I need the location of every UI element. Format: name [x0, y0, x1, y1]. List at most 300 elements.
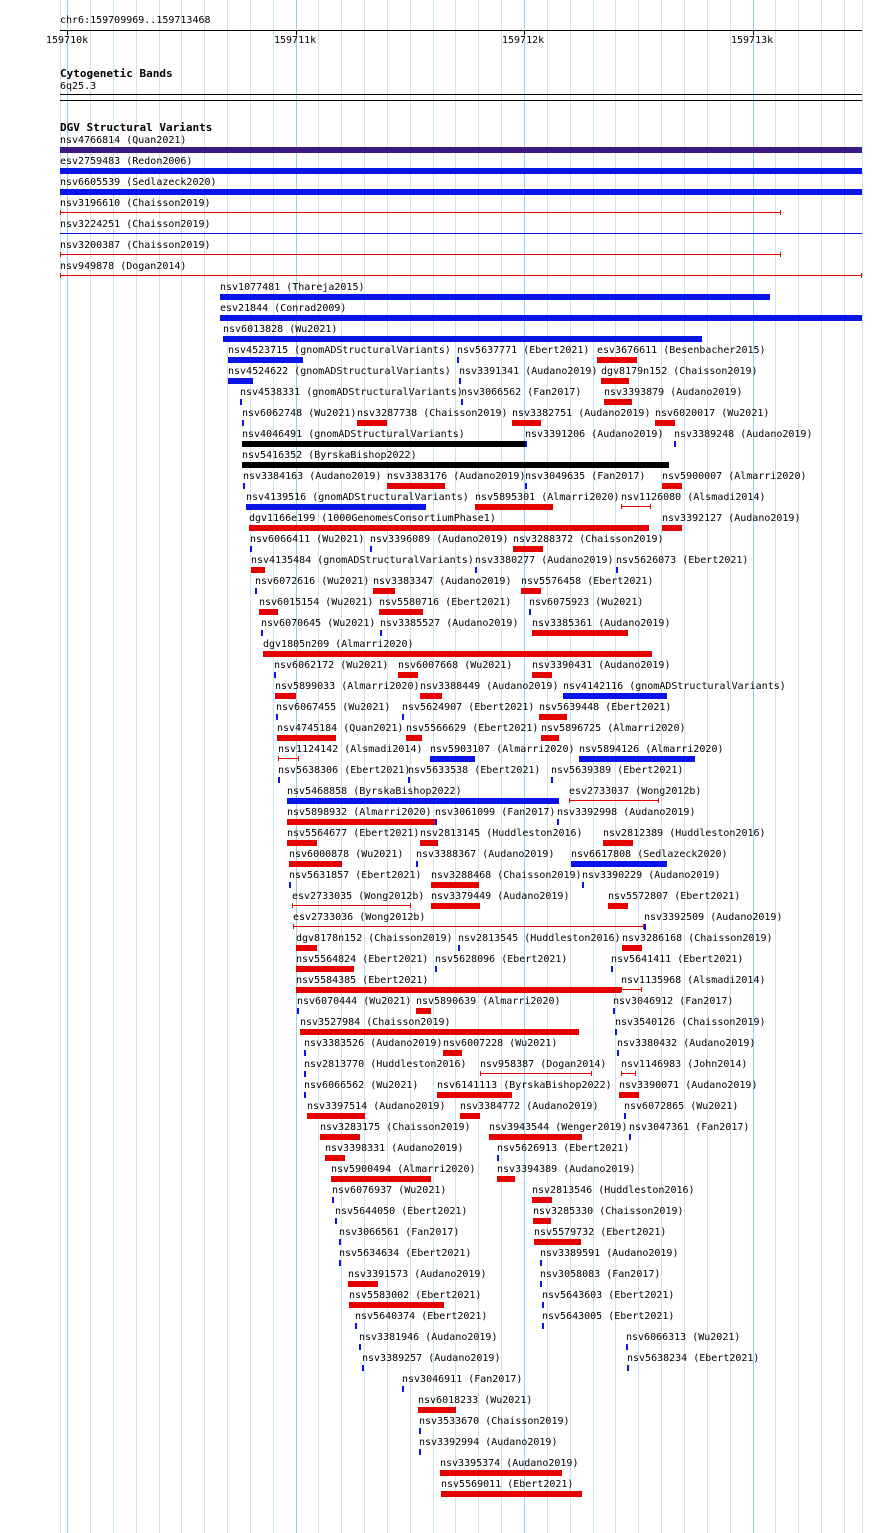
sv-feature-label[interactable]: nsv5631857 (Ebert2021) [289, 870, 422, 881]
sv-feature-bar[interactable] [621, 506, 651, 507]
sv-feature-bar[interactable] [304, 1071, 306, 1077]
sv-feature-label[interactable]: nsv3049635 (Fan2017) [525, 471, 646, 482]
sv-feature-bar[interactable] [320, 1134, 360, 1140]
sv-feature-label[interactable]: nsv1146983 (John2014) [621, 1059, 748, 1070]
sv-feature-label[interactable]: nsv6067455 (Wu2021) [276, 702, 391, 713]
sv-feature-label[interactable]: nsv5900494 (Almarri2020) [331, 1164, 476, 1175]
sv-feature-label[interactable]: esv2759483 (Redon2006) [60, 156, 193, 167]
sv-feature-bar[interactable] [460, 1113, 480, 1119]
sv-feature-label[interactable]: nsv5468858 (ByrskaBishop2022) [287, 786, 462, 797]
sv-feature-bar[interactable] [551, 777, 553, 783]
sv-feature-label[interactable]: nsv4046491 (gnomADStructuralVariants) [242, 429, 465, 440]
sv-feature-label[interactable]: nsv6018233 (Wu2021) [418, 1395, 533, 1406]
sv-feature-bar[interactable] [251, 567, 265, 573]
sv-feature-bar[interactable] [398, 672, 418, 678]
sv-feature-bar[interactable] [539, 714, 567, 720]
sv-feature-label[interactable]: nsv3390229 (Audano2019) [582, 870, 721, 881]
sv-feature-bar[interactable] [275, 693, 296, 699]
sv-feature-label[interactable]: nsv4745184 (Quan2021) [277, 723, 404, 734]
sv-feature-bar[interactable] [60, 168, 862, 174]
sv-feature-label[interactable]: nsv3389248 (Audano2019) [674, 429, 813, 440]
sv-feature-label[interactable]: nsv6015154 (Wu2021) [259, 597, 374, 608]
sv-feature-bar[interactable] [621, 989, 642, 990]
sv-feature-bar[interactable] [287, 798, 559, 804]
sv-feature-label[interactable]: dgv1805n209 (Almarri2020) [263, 639, 414, 650]
sv-feature-bar[interactable] [604, 399, 632, 405]
sv-feature-bar[interactable] [441, 1491, 582, 1497]
sv-feature-bar[interactable] [613, 1008, 615, 1014]
sv-feature-bar[interactable] [619, 1092, 639, 1098]
sv-feature-label[interactable]: nsv5643603 (Ebert2021) [542, 1290, 675, 1301]
sv-feature-label[interactable]: nsv3061099 (Fan2017) [435, 807, 556, 818]
sv-feature-bar[interactable] [243, 483, 245, 489]
sv-feature-bar[interactable] [662, 525, 682, 531]
sv-feature-label[interactable]: esv2733037 (Wong2012b) [569, 786, 702, 797]
sv-feature-bar[interactable] [601, 378, 629, 384]
sv-feature-label[interactable]: nsv958387 (Dogan2014) [480, 1059, 607, 1070]
sv-feature-bar[interactable] [431, 882, 479, 888]
sv-feature-label[interactable]: nsv6066313 (Wu2021) [626, 1332, 741, 1343]
sv-feature-label[interactable]: nsv3288372 (Chaisson2019) [513, 534, 664, 545]
ruler-axis [60, 30, 862, 31]
sv-feature-label[interactable]: nsv3391206 (Audano2019) [525, 429, 664, 440]
sv-feature-label[interactable]: nsv1135968 (Alsmadi2014) [621, 975, 766, 986]
sv-feature-bar[interactable] [419, 1428, 421, 1434]
sv-feature-bar[interactable] [300, 1029, 579, 1035]
sv-feature-bar[interactable] [373, 588, 395, 594]
sv-feature-label[interactable]: nsv3058083 (Fan2017) [540, 1269, 661, 1280]
sv-feature-label[interactable]: nsv4538331 (gnomADStructuralVariants) [240, 387, 463, 398]
sv-feature-bar[interactable] [615, 1029, 617, 1035]
sv-feature-bar[interactable] [627, 1365, 629, 1371]
sv-feature-bar[interactable] [289, 861, 342, 867]
sv-feature-bar[interactable] [246, 504, 426, 510]
sv-feature-bar[interactable] [293, 926, 644, 927]
sv-feature-bar[interactable] [416, 861, 418, 867]
sv-feature-bar[interactable] [458, 945, 460, 951]
sv-feature-bar[interactable] [263, 651, 652, 657]
sv-feature-bar[interactable] [242, 462, 669, 468]
sv-feature-bar[interactable] [626, 1344, 628, 1350]
sv-feature-label[interactable]: nsv1124142 (Alsmadi2014) [278, 744, 423, 755]
sv-feature-bar[interactable] [430, 756, 475, 762]
sv-feature-label[interactable]: nsv3392509 (Audano2019) [644, 912, 783, 923]
sv-feature-label[interactable]: nsv6066411 (Wu2021) [250, 534, 365, 545]
sv-feature-label[interactable]: nsv3392994 (Audano2019) [419, 1437, 558, 1448]
sv-feature-label[interactable]: nsv3389257 (Audano2019) [362, 1353, 501, 1364]
sv-feature-label[interactable]: nsv6141113 (ByrskaBishop2022) [437, 1080, 612, 1091]
sv-feature-label[interactable]: nsv5580716 (Ebert2021) [379, 597, 512, 608]
sv-feature-label[interactable]: nsv3288468 (Chaisson2019) [431, 870, 582, 881]
sv-feature-bar[interactable] [644, 924, 646, 930]
sv-feature-label[interactable]: nsv6062172 (Wu2021) [274, 660, 389, 671]
sv-feature-bar[interactable] [540, 1260, 542, 1266]
sv-feature-bar[interactable] [380, 630, 382, 636]
sv-feature-label[interactable]: nsv3383347 (Audano2019) [373, 576, 512, 587]
sv-feature-label[interactable]: esv21844 (Conrad2009) [220, 303, 347, 314]
sv-feature-bar[interactable] [287, 819, 437, 825]
sv-feature-label[interactable]: nsv3200387 (Chaisson2019) [60, 240, 211, 251]
sv-feature-bar[interactable] [250, 546, 252, 552]
sv-feature-label[interactable]: nsv1077481 (Thareja2015) [220, 282, 365, 293]
sv-feature-label[interactable]: nsv6070645 (Wu2021) [261, 618, 376, 629]
sv-feature-bar[interactable] [416, 1008, 431, 1014]
dgv-track-title[interactable]: DGV Structural Variants [60, 121, 213, 134]
sv-feature-label[interactable]: nsv5898932 (Almarri2020) [287, 807, 432, 818]
sv-feature-label[interactable]: nsv5639448 (Ebert2021) [539, 702, 672, 713]
sv-feature-bar[interactable] [242, 420, 244, 426]
sv-feature-label[interactable]: nsv3046912 (Fan2017) [613, 996, 734, 1007]
sv-feature-bar[interactable] [542, 1302, 544, 1308]
sv-feature-bar[interactable] [534, 1239, 581, 1245]
sv-feature-label[interactable]: nsv3391573 (Audano2019) [348, 1269, 487, 1280]
sv-feature-bar[interactable] [459, 378, 461, 384]
sv-feature-label[interactable]: nsv2813545 (Huddleston2016) [458, 933, 621, 944]
sv-feature-bar[interactable] [240, 399, 242, 405]
cytoband-bar-bottom [60, 100, 862, 101]
sv-feature-bar[interactable] [431, 903, 480, 909]
sv-feature-bar[interactable] [242, 441, 525, 447]
sv-feature-bar[interactable] [662, 483, 682, 489]
sv-feature-label[interactable]: nsv4766814 (Quan2021) [60, 135, 187, 146]
sv-feature-label[interactable]: nsv3287738 (Chaisson2019) [357, 408, 508, 419]
sv-feature-label[interactable]: nsv5626073 (Ebert2021) [616, 555, 749, 566]
sv-feature-bar[interactable] [419, 1449, 421, 1455]
sv-feature-label[interactable]: nsv5896725 (Almarri2020) [541, 723, 686, 734]
sv-feature-label[interactable]: nsv3385527 (Audano2019) [380, 618, 519, 629]
sv-feature-label[interactable]: nsv3392127 (Audano2019) [662, 513, 801, 524]
sv-feature-bar[interactable] [276, 714, 278, 720]
sv-feature-bar[interactable] [418, 1407, 456, 1413]
sv-feature-label[interactable]: nsv3390071 (Audano2019) [619, 1080, 758, 1091]
sv-feature-bar[interactable] [480, 1073, 592, 1074]
sv-feature-bar[interactable] [60, 233, 862, 234]
sv-feature-label[interactable]: nsv949878 (Dogan2014) [60, 261, 187, 272]
sv-feature-bar[interactable] [278, 777, 280, 783]
sv-feature-label[interactable]: nsv6000878 (Wu2021) [289, 849, 404, 860]
sv-feature-bar[interactable] [579, 756, 695, 762]
sv-feature-bar[interactable] [582, 882, 584, 888]
sv-feature-bar[interactable] [435, 819, 437, 825]
sv-feature-bar[interactable] [296, 966, 354, 972]
sv-feature-bar[interactable] [261, 630, 263, 636]
sv-feature-bar[interactable] [339, 1260, 341, 1266]
sv-feature-label[interactable]: nsv3380432 (Audano2019) [617, 1038, 756, 1049]
sv-feature-bar[interactable] [331, 1176, 431, 1182]
sv-feature-bar[interactable] [357, 420, 387, 426]
sv-feature-bar[interactable] [406, 735, 422, 741]
sv-feature-bar[interactable] [339, 1239, 341, 1245]
sv-feature-bar[interactable] [60, 189, 862, 195]
sv-feature-label[interactable]: nsv4523715 (gnomADStructuralVariants) [228, 345, 451, 356]
sv-feature-bar[interactable] [335, 1218, 337, 1224]
sv-feature-bar[interactable] [249, 525, 649, 531]
sv-feature-bar[interactable] [60, 147, 862, 153]
sv-feature-label[interactable]: nsv5641411 (Ebert2021) [611, 954, 744, 965]
sv-feature-label[interactable]: nsv6617808 (Sedlazeck2020) [571, 849, 728, 860]
sv-feature-label[interactable]: nsv5569011 (Ebert2021) [441, 1479, 574, 1490]
sv-feature-bar[interactable] [457, 357, 459, 363]
sv-feature-label[interactable]: nsv6072865 (Wu2021) [624, 1101, 739, 1112]
sv-feature-bar[interactable] [379, 609, 423, 615]
sv-feature-bar[interactable] [297, 1008, 299, 1014]
sv-feature-bar[interactable] [259, 609, 278, 615]
sv-feature-label[interactable]: nsv3379449 (Audano2019) [431, 891, 570, 902]
sv-feature-bar[interactable] [278, 758, 299, 759]
sv-feature-label[interactable]: nsv3388449 (Audano2019) [420, 681, 559, 692]
sv-feature-label[interactable]: nsv6076937 (Wu2021) [332, 1185, 447, 1196]
sv-feature-label[interactable]: nsv3393879 (Audano2019) [604, 387, 743, 398]
sv-feature-bar[interactable] [296, 987, 621, 993]
sv-feature-bar[interactable] [435, 966, 437, 972]
sv-feature-bar[interactable] [220, 315, 862, 321]
cytoband-label: 6q25.3 [60, 81, 97, 92]
sv-feature-label[interactable]: nsv5638306 (Ebert2021) [278, 765, 411, 776]
sv-feature-label[interactable]: nsv3527984 (Chaisson2019) [300, 1017, 451, 1028]
sv-feature-bar[interactable] [532, 630, 628, 636]
sv-feature-bar[interactable] [532, 1197, 552, 1203]
sv-feature-bar[interactable] [489, 1134, 582, 1140]
sv-feature-label[interactable]: nsv5633538 (Ebert2021) [408, 765, 541, 776]
sv-feature-label[interactable]: nsv3383176 (Audano2019) [387, 471, 526, 482]
sv-feature-bar[interactable] [563, 693, 667, 699]
sv-feature-bar[interactable] [402, 714, 404, 720]
sv-feature-label[interactable]: nsv3285330 (Chaisson2019) [533, 1206, 684, 1217]
sv-feature-bar[interactable] [220, 294, 770, 300]
sv-feature-label[interactable]: nsv5637771 (Ebert2021) [457, 345, 590, 356]
sv-feature-label[interactable]: nsv3283175 (Chaisson2019) [320, 1122, 471, 1133]
sv-feature-label[interactable]: nsv5890639 (Almarri2020) [416, 996, 561, 1007]
sv-feature-label[interactable]: nsv3380277 (Audano2019) [475, 555, 614, 566]
sv-feature-label[interactable]: nsv1126080 (Alsmadi2014) [621, 492, 766, 503]
sv-feature-label[interactable]: nsv3224251 (Chaisson2019) [60, 219, 211, 230]
sv-feature-label[interactable]: nsv3066561 (Fan2017) [339, 1227, 460, 1238]
sv-feature-bar[interactable] [402, 1386, 404, 1392]
sv-feature-label[interactable]: nsv3388367 (Audano2019) [416, 849, 555, 860]
sv-feature-label[interactable]: nsv5643005 (Ebert2021) [542, 1311, 675, 1322]
sv-feature-label[interactable]: nsv5644050 (Ebert2021) [335, 1206, 468, 1217]
sv-feature-bar[interactable] [228, 378, 253, 384]
sv-feature-bar[interactable] [557, 819, 559, 825]
sv-feature-label[interactable]: esv2733036 (Wong2012b) [293, 912, 426, 923]
sv-feature-label[interactable]: nsv6020017 (Wu2021) [655, 408, 770, 419]
sv-feature-bar[interactable] [325, 1155, 345, 1161]
sv-feature-bar[interactable] [603, 840, 633, 846]
sv-feature-bar[interactable] [277, 735, 336, 741]
sv-feature-label[interactable]: nsv5583002 (Ebert2021) [349, 1290, 482, 1301]
sv-feature-bar[interactable] [541, 735, 559, 741]
sv-feature-label[interactable]: nsv3046911 (Fan2017) [402, 1374, 523, 1385]
sv-feature-label[interactable]: nsv5903107 (Almarri2020) [430, 744, 575, 755]
sv-feature-label[interactable]: nsv4524622 (gnomADStructuralVariants) [228, 366, 451, 377]
sv-feature-label[interactable]: nsv5584385 (Ebert2021) [296, 975, 429, 986]
sv-feature-bar[interactable] [287, 840, 317, 846]
sv-feature-label[interactable]: nsv5894126 (Almarri2020) [579, 744, 724, 755]
sv-feature-bar[interactable] [60, 254, 781, 255]
sv-feature-bar[interactable] [622, 945, 642, 951]
sv-feature-bar[interactable] [629, 1134, 631, 1140]
sv-feature-bar[interactable] [408, 777, 410, 783]
sv-feature-label[interactable]: nsv3533670 (Chaisson2019) [419, 1416, 570, 1427]
sv-feature-label[interactable]: nsv6066562 (Wu2021) [304, 1080, 419, 1091]
sv-feature-bar[interactable] [228, 357, 303, 363]
sv-feature-bar[interactable] [513, 546, 543, 552]
sv-feature-label[interactable]: nsv3392998 (Audano2019) [557, 807, 696, 818]
sv-feature-bar[interactable] [512, 420, 541, 426]
sv-feature-label[interactable]: nsv5634634 (Ebert2021) [339, 1248, 472, 1259]
sv-feature-label[interactable]: nsv5579732 (Ebert2021) [534, 1227, 667, 1238]
sv-feature-label[interactable]: nsv4135484 (gnomADStructuralVariants) [251, 555, 474, 566]
sv-feature-label[interactable]: nsv3398331 (Audano2019) [325, 1143, 464, 1154]
sv-feature-label[interactable]: esv3676611 (Besenbacher2015) [597, 345, 766, 356]
sv-feature-bar[interactable] [542, 1323, 544, 1329]
sv-feature-bar[interactable] [521, 588, 541, 594]
sv-feature-label[interactable]: nsv5572807 (Ebert2021) [608, 891, 741, 902]
sv-feature-label[interactable]: nsv3196610 (Chaisson2019) [60, 198, 211, 209]
sv-feature-bar[interactable] [304, 1092, 306, 1098]
sv-feature-bar[interactable] [420, 693, 442, 699]
sv-feature-label[interactable]: nsv4139516 (gnomADStructuralVariants) [246, 492, 469, 503]
sv-feature-cap [861, 273, 862, 278]
sv-feature-label[interactable]: nsv5638234 (Ebert2021) [627, 1353, 760, 1364]
sv-feature-bar[interactable] [437, 1092, 512, 1098]
sv-feature-bar[interactable] [525, 441, 527, 447]
sv-feature-label[interactable]: nsv3395374 (Audano2019) [440, 1458, 579, 1469]
sv-feature-bar[interactable] [571, 861, 667, 867]
sv-feature-label[interactable]: nsv3391341 (Audano2019) [459, 366, 598, 377]
sv-feature-bar[interactable] [60, 212, 781, 213]
sv-feature-bar[interactable] [348, 1281, 378, 1287]
sv-feature-bar[interactable] [420, 840, 438, 846]
sv-feature-cap [658, 798, 659, 803]
sv-feature-label[interactable]: nsv3383526 (Audano2019) [304, 1038, 443, 1049]
sv-feature-label[interactable]: nsv6007668 (Wu2021) [398, 660, 513, 671]
sv-feature-label[interactable]: nsv3396089 (Audano2019) [370, 534, 509, 545]
sv-feature-bar[interactable] [475, 567, 477, 573]
sv-feature-label[interactable]: nsv4142116 (gnomADStructuralVariants) [563, 681, 786, 692]
sv-feature-bar[interactable] [274, 672, 276, 678]
sv-feature-bar[interactable] [359, 1344, 361, 1350]
sv-feature-label[interactable]: nsv3390431 (Audano2019) [532, 660, 671, 671]
sv-feature-bar[interactable] [624, 1113, 626, 1119]
sv-feature-bar[interactable] [443, 1050, 462, 1056]
sv-feature-label[interactable]: nsv6075923 (Wu2021) [529, 597, 644, 608]
sv-feature-label[interactable]: nsv2813145 (Huddleston2016) [420, 828, 583, 839]
sv-feature-label[interactable]: nsv6007228 (Wu2021) [443, 1038, 558, 1049]
sv-feature-bar[interactable] [289, 882, 291, 888]
sv-feature-bar[interactable] [255, 588, 257, 594]
sv-feature-cap [621, 987, 622, 992]
sv-feature-label[interactable]: nsv6072616 (Wu2021) [255, 576, 370, 587]
sv-feature-label[interactable]: nsv3286168 (Chaisson2019) [622, 933, 773, 944]
sv-feature-bar[interactable] [616, 567, 618, 573]
ruler-tick-label: 159710k [46, 35, 89, 46]
sv-feature-bar[interactable] [497, 1176, 515, 1182]
sv-feature-label[interactable]: nsv5895301 (Almarri2020) [475, 492, 620, 503]
sv-feature-bar[interactable] [355, 1323, 357, 1329]
sv-feature-label[interactable]: nsv3385361 (Audano2019) [532, 618, 671, 629]
sv-feature-bar[interactable] [532, 672, 552, 678]
sv-feature-label[interactable]: nsv5628096 (Ebert2021) [435, 954, 568, 965]
sv-feature-bar[interactable] [60, 275, 862, 276]
sv-feature-bar[interactable] [608, 903, 628, 909]
sv-feature-label[interactable]: nsv5566629 (Ebert2021) [406, 723, 539, 734]
sv-feature-bar[interactable] [362, 1365, 364, 1371]
sv-feature-bar[interactable] [307, 1113, 365, 1119]
sv-feature-label[interactable]: nsv2813546 (Huddleston2016) [532, 1185, 695, 1196]
sv-feature-label[interactable]: dgv8179n152 (Chaisson2019) [601, 366, 758, 377]
sv-feature-bar[interactable] [387, 483, 445, 489]
sv-feature-label[interactable]: nsv3397514 (Audano2019) [307, 1101, 446, 1112]
sv-feature-bar[interactable] [540, 1281, 542, 1287]
sv-feature-bar[interactable] [304, 1050, 306, 1056]
sv-feature-bar[interactable] [569, 800, 659, 801]
sv-feature-cap [278, 756, 279, 761]
sv-feature-bar[interactable] [597, 357, 637, 363]
sv-feature-label[interactable]: nsv2812389 (Huddleston2016) [603, 828, 766, 839]
sv-feature-bar[interactable] [533, 1218, 551, 1224]
sv-feature-label[interactable]: nsv5900007 (Almarri2020) [662, 471, 807, 482]
sv-feature-bar[interactable] [525, 483, 527, 489]
sv-feature-label[interactable]: nsv6062748 (Wu2021) [242, 408, 357, 419]
sv-feature-bar[interactable] [292, 905, 411, 906]
sv-feature-bar[interactable] [611, 966, 613, 972]
sv-feature-label[interactable]: nsv3047361 (Fan2017) [629, 1122, 750, 1133]
sv-feature-label[interactable]: nsv2813770 (Huddleston2016) [304, 1059, 467, 1070]
sv-feature-label[interactable]: nsv3384163 (Audano2019) [243, 471, 382, 482]
sv-feature-label[interactable]: nsv6070444 (Wu2021) [297, 996, 412, 1007]
sv-feature-bar[interactable] [655, 420, 675, 426]
sv-feature-label[interactable]: dgv8178n152 (Chaisson2019) [296, 933, 453, 944]
sv-feature-label[interactable]: nsv5576458 (Ebert2021) [521, 576, 654, 587]
sv-feature-bar[interactable] [674, 441, 676, 447]
sv-feature-bar[interactable] [621, 1073, 636, 1074]
sv-feature-label[interactable]: nsv6605539 (Sedlazeck2020) [60, 177, 217, 188]
sv-feature-label[interactable]: nsv5564824 (Ebert2021) [296, 954, 429, 965]
sv-feature-bar[interactable] [296, 945, 317, 951]
sv-feature-label[interactable]: nsv3389591 (Audano2019) [540, 1248, 679, 1259]
sv-feature-label[interactable]: nsv5640374 (Ebert2021) [355, 1311, 488, 1322]
sv-feature-label[interactable]: nsv5564677 (Ebert2021) [287, 828, 420, 839]
sv-feature-label[interactable]: nsv5639389 (Ebert2021) [551, 765, 684, 776]
sv-feature-bar[interactable] [349, 1302, 444, 1308]
sv-feature-label[interactable]: nsv5626913 (Ebert2021) [497, 1143, 630, 1154]
sv-feature-label[interactable]: nsv3540126 (Chaisson2019) [615, 1017, 766, 1028]
sv-feature-label[interactable]: esv2733035 (Wong2012b) [292, 891, 425, 902]
sv-feature-label[interactable]: nsv3394389 (Audano2019) [497, 1164, 636, 1175]
sv-feature-bar[interactable] [332, 1197, 334, 1203]
sv-feature-label[interactable]: nsv5416352 (ByrskaBishop2022) [242, 450, 417, 461]
sv-feature-bar[interactable] [370, 546, 372, 552]
sv-feature-label[interactable]: nsv3384772 (Audano2019) [460, 1101, 599, 1112]
grid-line [227, 0, 228, 1533]
sv-feature-label[interactable]: nsv3382751 (Audano2019) [512, 408, 651, 419]
sv-feature-label[interactable]: nsv6013828 (Wu2021) [223, 324, 338, 335]
sv-feature-label[interactable]: nsv3066562 (Fan2017) [461, 387, 582, 398]
sv-feature-bar[interactable] [617, 1050, 619, 1056]
sv-feature-bar[interactable] [475, 504, 553, 510]
sv-feature-label[interactable]: dgv1166e199 (1000GenomesConsortiumPhase1) [249, 513, 496, 524]
sv-feature-label[interactable]: nsv3381946 (Audano2019) [359, 1332, 498, 1343]
sv-feature-bar[interactable] [497, 1155, 499, 1161]
sv-feature-label[interactable]: nsv3943544 (Wenger2019) [489, 1122, 628, 1133]
sv-feature-bar[interactable] [440, 1470, 562, 1476]
sv-feature-label[interactable]: nsv5624907 (Ebert2021) [402, 702, 535, 713]
sv-feature-label[interactable]: nsv5899033 (Almarri2020) [275, 681, 420, 692]
sv-feature-bar[interactable] [223, 336, 702, 342]
sv-feature-bar[interactable] [529, 609, 531, 615]
sv-feature-bar[interactable] [461, 399, 463, 405]
